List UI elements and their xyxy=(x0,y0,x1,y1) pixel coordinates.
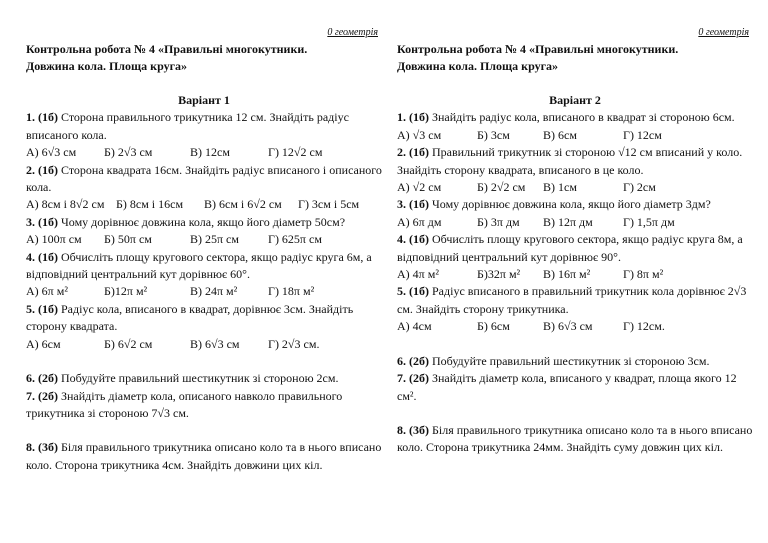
answer-a: А) 6√3 см xyxy=(26,145,77,160)
answer-b: Б) 6см xyxy=(477,319,510,334)
answer-d: Г) 2√3 см. xyxy=(268,336,320,351)
answer-d: Г) 625π см xyxy=(268,232,322,247)
answer-options xyxy=(26,336,382,353)
answer-d: Г) 12√2 см xyxy=(268,145,323,160)
question-3 xyxy=(397,196,753,213)
answer-c: В) 6см xyxy=(543,127,577,142)
question-text: Чому дорівнює довжина кола, якщо його діаметр 3дм? xyxy=(432,197,711,212)
answer-b: Б)32π м² xyxy=(477,267,521,282)
answer-a: А) 4π м² xyxy=(397,267,439,282)
question-text: Чому дорівнює довжина кола, якщо його діаметр 50см? xyxy=(61,214,346,229)
question-text: Знайдіть радіус кола, вписаного в квадрат зі стороною 6см. xyxy=(432,110,735,125)
answer-c: В) 6√3 см xyxy=(543,319,593,334)
variant-2-column xyxy=(397,26,753,457)
test-title xyxy=(397,41,753,75)
question-text: Правильний трикутник зі стороною √12 см вписаний у коло. Знайдіть сторону квадрата, вписаного в це коло. xyxy=(397,145,743,177)
question-8 xyxy=(397,422,753,457)
question-text: Сторона квадрата 16см. Знайдіть радіус вписаного і описаного кола. xyxy=(26,162,382,195)
answer-d: Г) 12см xyxy=(623,127,662,142)
spacer xyxy=(397,405,753,422)
question-number: 2. (1б) xyxy=(26,162,58,177)
question-5 xyxy=(26,301,382,336)
question-number: 8. (3б) xyxy=(397,422,429,437)
question-text: Сторона правильного трикутника 12 см. Знайдіть радіус вписаного кола. xyxy=(26,110,349,142)
question-text: Побудуйте правильний шестикутник зі стороною 3см. xyxy=(432,353,710,368)
title-line-2: Довжина кола. Площа круга» xyxy=(26,59,188,73)
question-text: Знайдіть діаметр кола, вписаного у квадрат, площа якого 12 см². xyxy=(397,371,737,403)
question-number: 1. (1б) xyxy=(26,110,58,125)
title-line-1: Контрольна робота № 4 «Правильні многокутники. xyxy=(26,42,308,56)
answer-options xyxy=(397,214,753,231)
answer-b: Б) 50π см xyxy=(104,232,152,247)
question-number: 7. (2б) xyxy=(397,371,429,386)
question-5 xyxy=(397,283,753,318)
question-number: 3. (1б) xyxy=(397,197,429,212)
answer-options xyxy=(26,144,382,161)
answer-b: Б) 2√3 см xyxy=(104,145,153,160)
answer-c: В) 6√3 см xyxy=(190,336,240,351)
question-number: 7. (2б) xyxy=(26,388,58,403)
answer-d: Г) 1,5π дм xyxy=(623,214,675,229)
answer-d: Г) 18π м² xyxy=(268,284,315,299)
answer-c: В) 12π дм xyxy=(543,214,593,229)
question-text: Радіус кола, вписаного в квадрат, дорівнює 3см. Знайдіть сторону квадрата. xyxy=(26,301,354,334)
question-2 xyxy=(397,144,753,179)
question-number: 2. (1б) xyxy=(397,145,429,160)
answer-options xyxy=(26,231,382,248)
answer-a: А) √2 см xyxy=(397,180,442,195)
answer-d: Г) 12см. xyxy=(623,319,665,334)
answer-c: В) 25π см xyxy=(190,232,239,247)
question-number: 4. (1б) xyxy=(26,249,58,264)
answer-b: Б) 6√2 см xyxy=(104,336,153,351)
question-text: Радіус вписаного в правильний трикутник кола дорівнює 2√3 см. Знайдіть сторону трикутника. xyxy=(397,284,747,316)
answer-a: А) 6π м² xyxy=(26,284,68,299)
answer-a: А) 8см і 8√2 см xyxy=(26,197,105,212)
answer-d: Г) 3см і 5см xyxy=(298,197,360,212)
question-number: 6. (2б) xyxy=(26,371,58,386)
question-number: 6. (2б) xyxy=(397,353,429,368)
question-7 xyxy=(397,370,753,405)
subject-tag: 0 геометрія xyxy=(327,27,378,38)
test-title xyxy=(26,41,382,75)
answer-c: В) 6см і 6√2 см xyxy=(204,197,282,212)
question-1 xyxy=(397,109,753,126)
answer-a: А) 100π см xyxy=(26,232,82,247)
question-2 xyxy=(26,162,382,197)
question-text: Знайдіть діаметр кола, описаного навколо правильного трикутника зі стороною 7√3 см. xyxy=(26,388,343,420)
question-text: Обчисліть площу кругового сектора, якщо радіус круга 6м, а відповідний центральний кут дорівнює 60°. xyxy=(26,249,372,282)
answer-c: В) 1см xyxy=(543,180,577,195)
spacer xyxy=(397,336,753,353)
question-number: 8. (3б) xyxy=(26,440,58,455)
question-8 xyxy=(26,439,382,474)
subject-tag: 0 геометрія xyxy=(698,27,749,38)
answer-options xyxy=(397,266,753,283)
answer-b: Б) 2√2 см xyxy=(477,180,526,195)
question-7 xyxy=(26,388,382,423)
answer-options xyxy=(397,318,753,335)
answer-a: А) 4см xyxy=(397,319,432,334)
question-4 xyxy=(397,231,753,266)
answer-a: А) 6π дм xyxy=(397,214,442,229)
question-6 xyxy=(26,370,382,387)
question-number: 3. (1б) xyxy=(26,214,58,229)
answer-b: Б) 3см xyxy=(477,127,510,142)
answer-a: А) √3 см xyxy=(397,127,442,142)
question-number: 5. (1б) xyxy=(26,301,58,316)
spacer xyxy=(26,353,382,370)
answer-c: В) 12см xyxy=(190,145,230,160)
answer-a: А) 6см xyxy=(26,336,61,351)
answer-options xyxy=(26,283,382,300)
answer-options xyxy=(26,196,382,213)
variant-1-column xyxy=(26,26,382,474)
question-text: Біля правильного трикутника описано коло та в нього вписано коло. Сторона трикутника 4см. Знайдіть довжини цих кіл. xyxy=(26,440,382,472)
variant-heading: Варіант 1 xyxy=(178,93,230,107)
answer-b: Б) 8см і 16см xyxy=(116,197,184,212)
answer-options xyxy=(397,127,753,144)
title-line-2: Довжина кола. Площа круга» xyxy=(397,59,559,73)
question-text: Побудуйте правильний шестикутник зі стороною 2см. xyxy=(61,371,339,386)
spacer xyxy=(26,422,382,439)
question-number: 5. (1б) xyxy=(397,284,429,299)
answer-d: Г) 2см xyxy=(623,180,656,195)
title-line-1: Контрольна робота № 4 «Правильні многокутники. xyxy=(397,42,679,56)
question-1 xyxy=(26,109,382,144)
answer-d: Г) 8π м² xyxy=(623,267,664,282)
question-3 xyxy=(26,214,382,231)
answer-b: Б)12π м² xyxy=(104,284,148,299)
question-4 xyxy=(26,249,382,284)
variant-heading: Варіант 2 xyxy=(549,93,601,107)
answer-options xyxy=(397,179,753,196)
question-number: 1. (1б) xyxy=(397,110,429,125)
answer-c: В) 24π м² xyxy=(190,284,238,299)
answer-b: Б) 3π дм xyxy=(477,214,520,229)
question-text: Біля правильного трикутника описано коло та в нього вписано коло. Сторона трикутника 24мм. Знайдіть суму довжин цих кіл. xyxy=(397,422,753,455)
question-number: 4. (1б) xyxy=(397,232,429,247)
question-text: Обчисліть площу кругового сектора, якщо радіус круга 8м, а відповідний центральний кут дорівнює 90°. xyxy=(397,232,743,264)
question-6 xyxy=(397,353,753,370)
answer-c: В) 16π м² xyxy=(543,267,591,282)
